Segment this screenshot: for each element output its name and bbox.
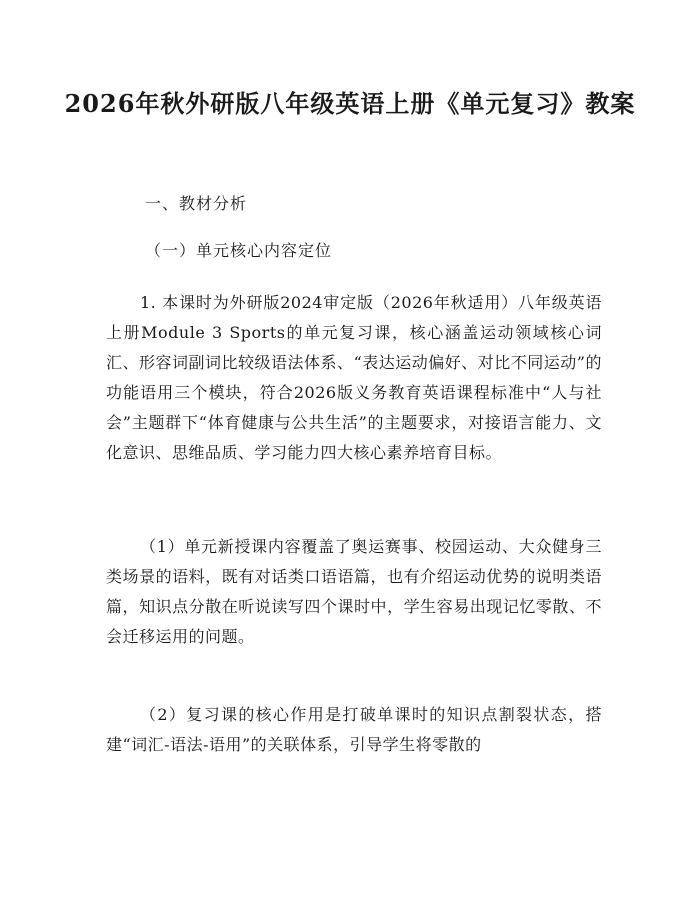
section-heading: 一、教材分析 — [145, 194, 248, 213]
subsection-heading: （一）单元核心内容定位 — [145, 241, 333, 260]
paragraph-2: （1）单元新授课内容覆盖了奥运赛事、校园运动、大众健身三类场景的语料，既有对话类口语语篇，也有介绍运动优势的说明类语篇，知识点分散在听说读写四个课时中，学生容易出现记忆零散、不会迁移运用的问题。 — [106, 537, 602, 646]
document-title: 2026年秋外研版八年级英语上册《单元复习》教案 — [64, 89, 636, 118]
paragraph-1: 1. 本课时为外研版2024审定版（2026年秋适用）八年级英语上册Module 3 Sports的单元复习课，核心涵盖运动领域核心词汇、形容词副词比较级语法体系、“表达运动偏好、对比不同运动”的功能语用三个模块，符合2026版义务教育英语课程标准中“人与社会”主题群下“体育健康与公共生活”的主题要求，对接语言能力、文化意识、思维品质、学习能力四大核心素养培育目标。 — [106, 293, 602, 462]
paragraph-3: （2）复习课的核心作用是打破单课时的知识点割裂状态，搭建“词汇-语法-语用”的关联体系，引导学生将零散的 — [106, 705, 602, 754]
